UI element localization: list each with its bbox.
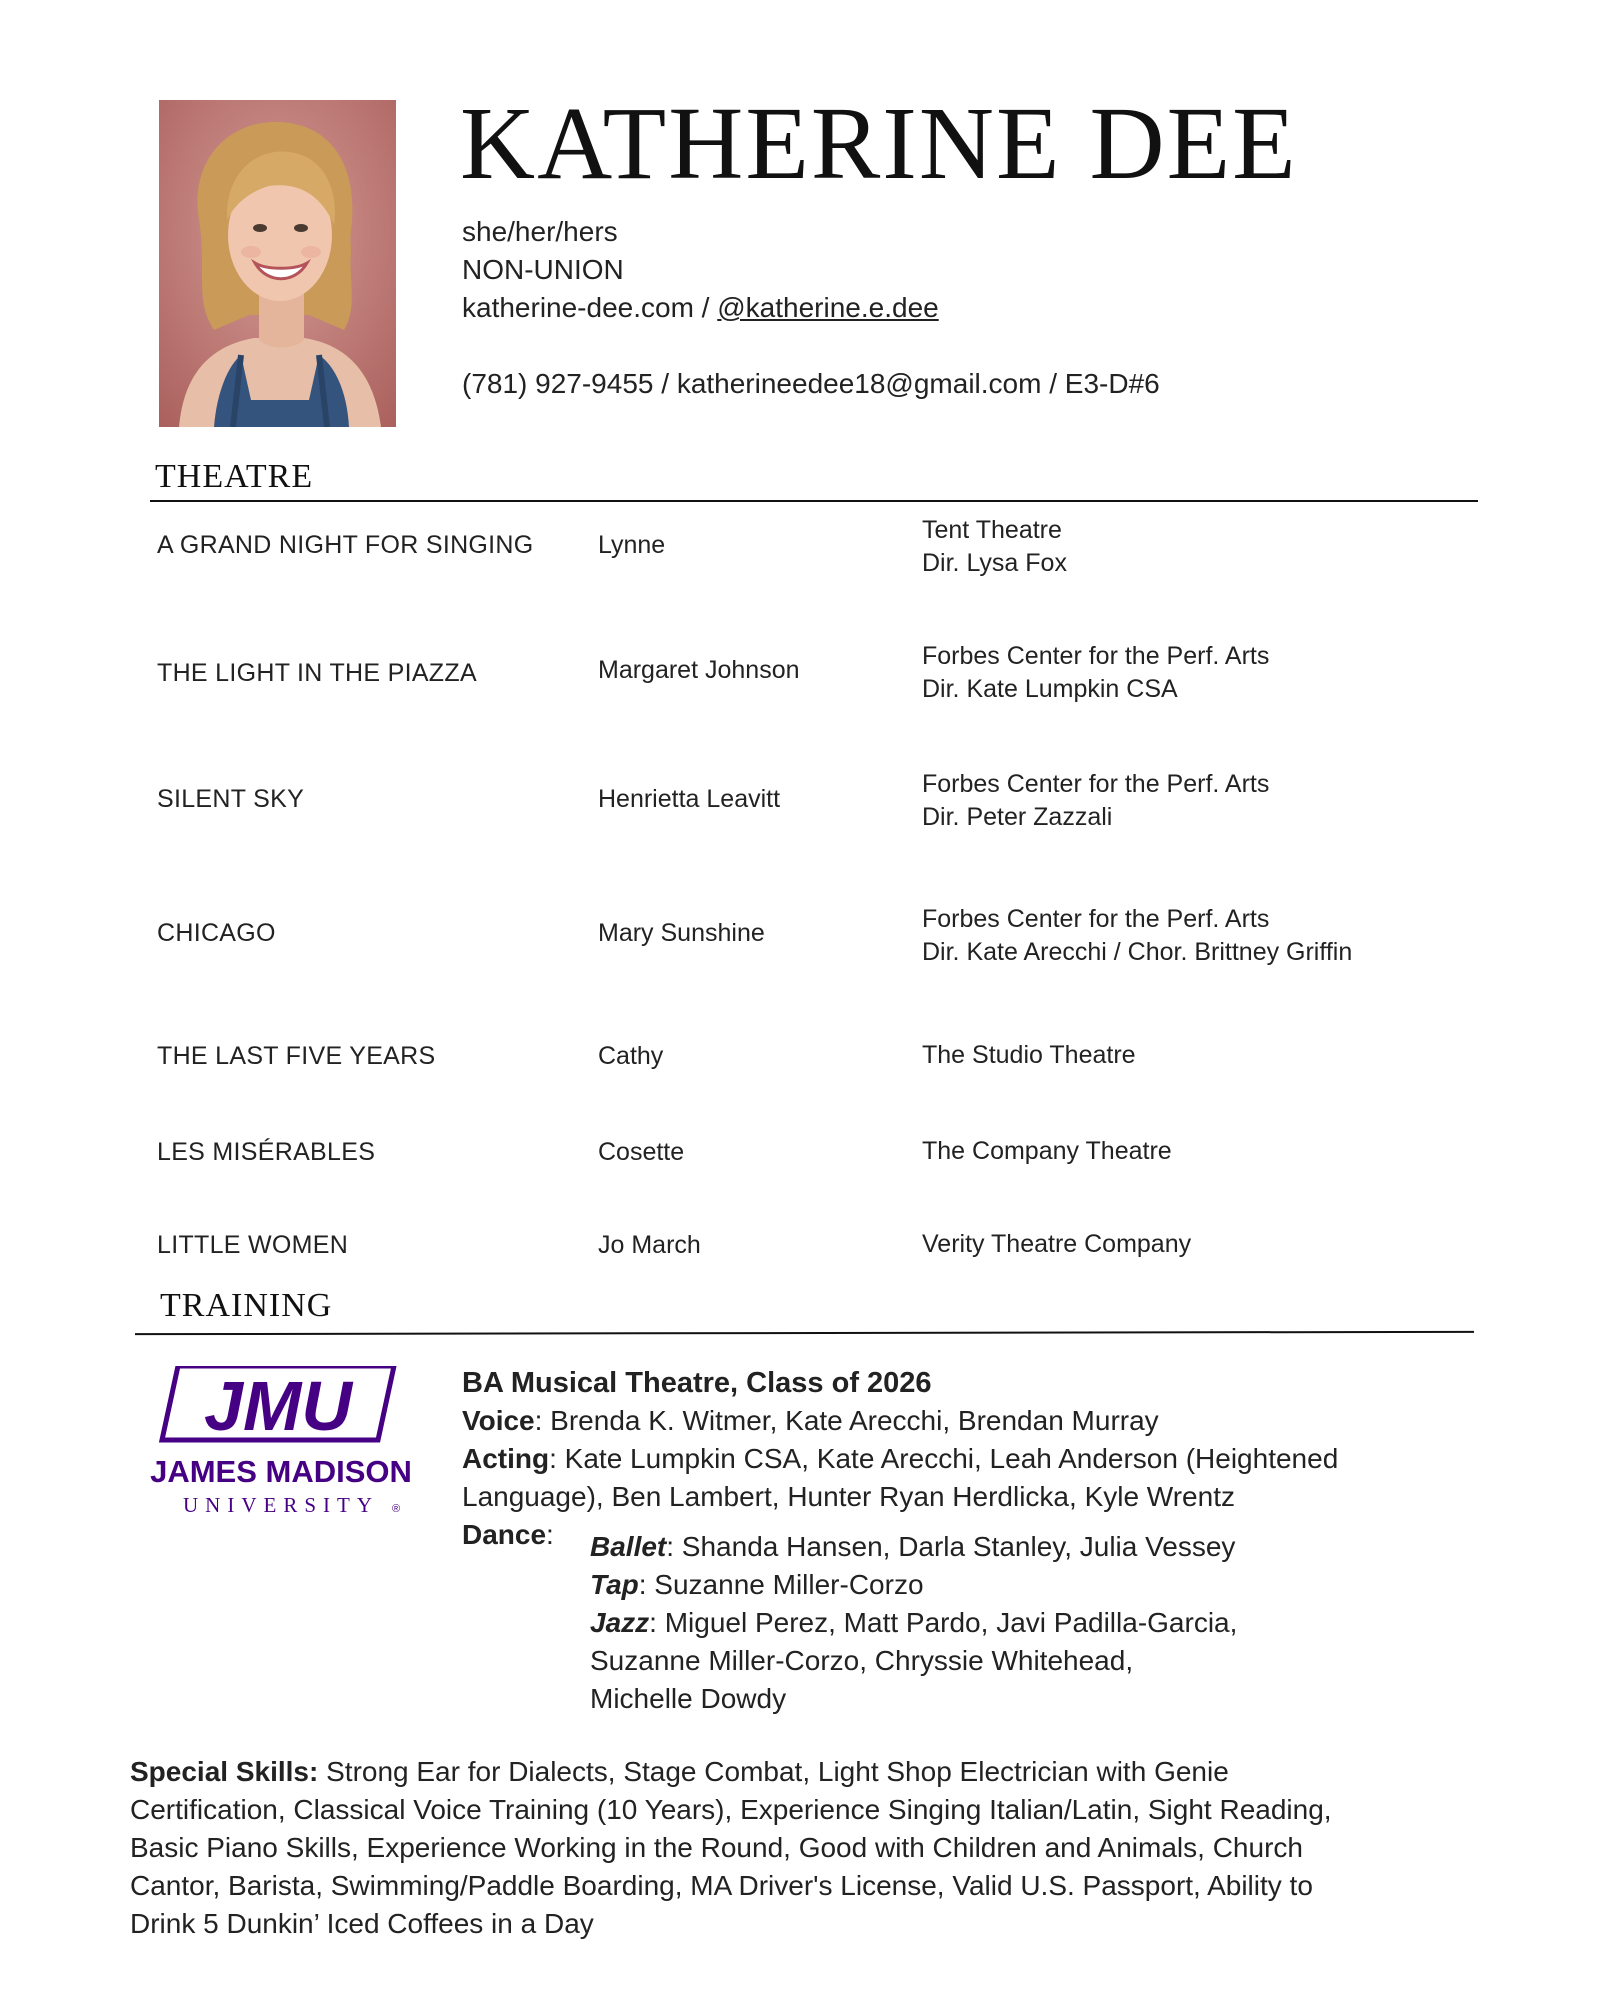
degree-title: BA Musical Theatre, Class of 2026: [462, 1367, 932, 1399]
link-separator: /: [693, 292, 718, 323]
union-status: NON-UNION: [462, 254, 624, 285]
tap-label: Tap: [590, 1569, 639, 1600]
jmu-wordmark: JMU: [204, 1367, 352, 1445]
acting-line: [462, 1440, 1462, 1478]
skills-line: Basic Piano Skills, Experience Working in the Round, Good with Children and Animals, Church: [130, 1832, 1303, 1863]
skills-text: Strong Ear for Dialects, Stage Combat, Light Shop Electrician with Genie: [318, 1756, 1229, 1787]
theatre-divider: [150, 500, 1478, 502]
training-heading: TRAINING: [160, 1287, 333, 1324]
credit-venue: [922, 514, 1067, 580]
venue-director: Dir. Kate Arecchi / Chor. Brittney Griffin: [922, 938, 1353, 966]
acting-teachers-1: : Kate Lumpkin CSA, Kate Arecchi, Leah Anderson (Heightened: [549, 1443, 1339, 1474]
tap-teachers: : Suzanne Miller-Corzo: [638, 1569, 924, 1600]
credit-role: Cathy: [598, 1042, 664, 1070]
skills-line: Certification, Classical Voice Training (10 Years), Experience Singing Italian/Latin, Sight Reading,: [130, 1794, 1332, 1825]
venue-name: Forbes Center for the Perf. Arts: [922, 642, 1270, 670]
dance-styles: [590, 1528, 1390, 1718]
spacer: [462, 327, 1160, 365]
voice-label: Voice: [462, 1405, 535, 1436]
dance-label: Dance: [462, 1519, 547, 1550]
venue-name: Tent Theatre: [922, 516, 1062, 544]
acting-line-continued: Language), Ben Lambert, Hunter Ryan Herdlicka, Kyle Wrentz: [462, 1481, 1235, 1512]
credit-show: CHICAGO: [157, 919, 276, 947]
credit-venue: [922, 1039, 1136, 1072]
special-skills: [130, 1753, 1480, 1943]
jazz-teachers-1: : Miguel Perez, Matt Pardo, Javi Padilla-Garcia,: [649, 1607, 1238, 1638]
phone-email-range: (781) 927-9455 / katherineedee18@gmail.com / E3-D#6: [462, 368, 1160, 399]
headshot-photo: [159, 100, 396, 427]
training-details: [462, 1364, 1462, 1714]
credit-role: Cosette: [598, 1138, 685, 1166]
venue-name: Verity Theatre Company: [922, 1230, 1192, 1258]
credit-venue: [922, 1135, 1172, 1168]
voice-line: [462, 1402, 1462, 1440]
credit-venue: [922, 640, 1269, 706]
jmu-name-line: JAMES MADISON: [150, 1454, 412, 1489]
pronouns: she/her/hers: [462, 216, 618, 247]
venue-director: Dir. Peter Zazzali: [922, 803, 1113, 831]
dance-colon: :: [546, 1519, 554, 1550]
skills-line: [130, 1753, 1480, 1791]
credit-role: Henrietta Leavitt: [598, 785, 781, 813]
ballet-line: [590, 1528, 1390, 1566]
credit-show: THE LAST FIVE YEARS: [157, 1042, 436, 1070]
credit-show: SILENT SKY: [157, 785, 305, 813]
contact-block: [462, 213, 1160, 403]
web-links: [462, 289, 1160, 327]
credit-show: THE LIGHT IN THE PIAZZA: [157, 659, 477, 687]
venue-name: Forbes Center for the Perf. Arts: [922, 905, 1270, 933]
credit-role: Mary Sunshine: [598, 919, 765, 947]
credit-show: LITTLE WOMEN: [157, 1231, 349, 1259]
venue-name: The Studio Theatre: [922, 1041, 1136, 1069]
social-handle-link[interactable]: @katherine.e.dee: [717, 292, 939, 323]
venue-name: The Company Theatre: [922, 1137, 1172, 1165]
credit-venue: [922, 903, 1352, 969]
theatre-heading: THEATRE: [155, 458, 314, 495]
registered-mark: ®: [392, 1503, 401, 1515]
jazz-line: [590, 1604, 1390, 1642]
headshot-illustration: [159, 100, 396, 427]
credit-venue: [922, 768, 1269, 834]
venue-director: Dir. Lysa Fox: [922, 549, 1067, 577]
acting-label: Acting: [462, 1443, 550, 1474]
credit-show: LES MISÉRABLES: [157, 1138, 376, 1166]
jazz-label: Jazz: [590, 1607, 650, 1638]
website-link[interactable]: katherine-dee.com: [462, 292, 694, 323]
venue-director: Dir. Kate Lumpkin CSA: [922, 675, 1178, 703]
credit-venue: [922, 1228, 1191, 1261]
ballet-teachers: : Shanda Hansen, Darla Stanley, Julia Vessey: [666, 1531, 1236, 1562]
skills-label: Special Skills:: [130, 1756, 319, 1787]
jmu-university-line: UNIVERSITY: [183, 1493, 379, 1516]
tap-line: [590, 1566, 1390, 1604]
candidate-name: KATHERINE DEE: [460, 86, 1298, 201]
jazz-line-continued: Suzanne Miller-Corzo, Chryssie Whitehead,: [590, 1645, 1134, 1676]
voice-teachers: : Brenda K. Witmer, Kate Arecchi, Brendan Murray: [534, 1405, 1159, 1436]
skills-line: Drink 5 Dunkin’ Iced Coffees in a Day: [130, 1908, 594, 1939]
credit-role: Jo March: [598, 1231, 701, 1259]
credit-role: Margaret Johnson: [598, 656, 800, 684]
credit-show: A GRAND NIGHT FOR SINGING: [157, 531, 534, 559]
ballet-label: Ballet: [590, 1531, 667, 1562]
skills-line: Cantor, Barista, Swimming/Paddle Boarding, MA Driver's License, Valid U.S. Passport, Ability to: [130, 1870, 1313, 1901]
venue-name: Forbes Center for the Perf. Arts: [922, 770, 1270, 798]
jazz-line-continued: Michelle Dowdy: [590, 1683, 787, 1714]
jmu-logo: [136, 1366, 426, 1516]
credit-role: Lynne: [598, 531, 666, 559]
jmu-logo-mark: [136, 1366, 426, 1516]
training-divider: [135, 1331, 1474, 1335]
